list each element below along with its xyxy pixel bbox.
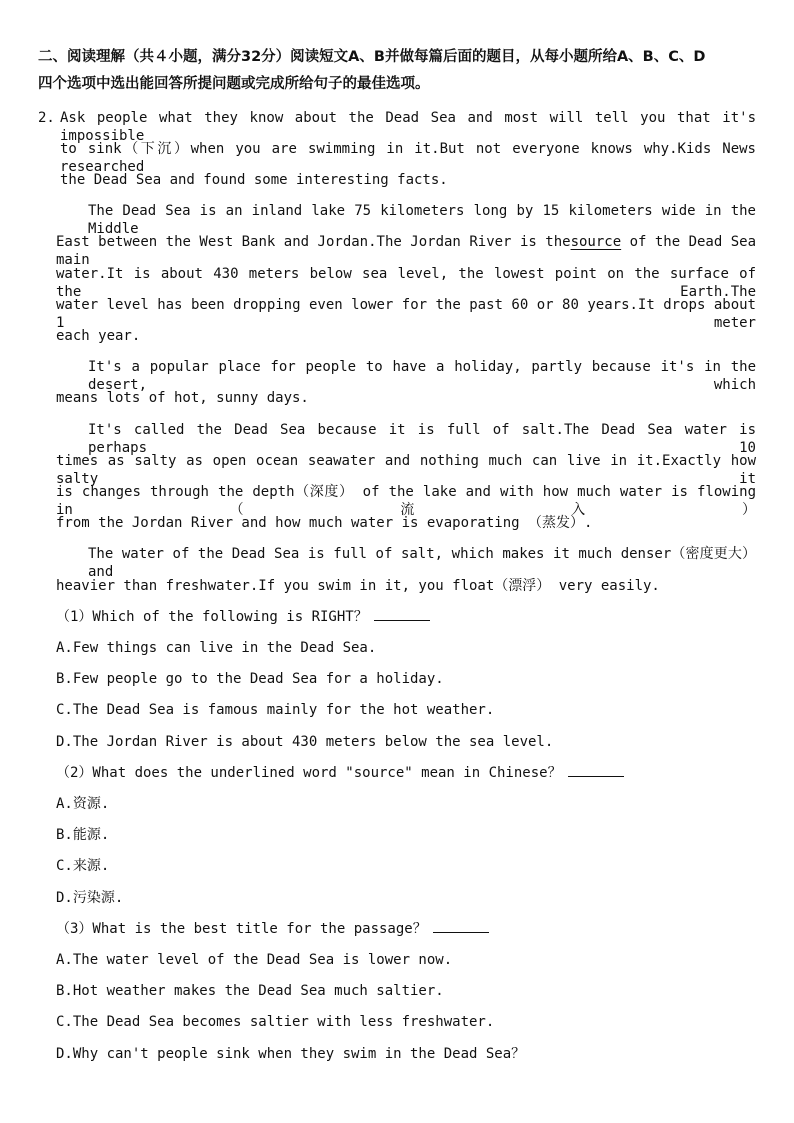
option-d: D.The Jordan River is about 430 meters below the sea level. [56, 734, 554, 750]
passage-line: It's called the Dead Sea because it is full of salt.The Dead Sea water is perhaps 10 [88, 422, 756, 456]
underlined-word-source: source [570, 234, 622, 250]
passage-line: the Dead Sea and found some interesting facts. [60, 172, 448, 188]
passage-line: to sink（下沉）when you are swimming in it.But not everyone knows why.Kids News researched [60, 141, 756, 175]
passage-line: from the Jordan River and how much water is evaporating （蒸发）. [56, 515, 593, 531]
option-a: A.The water level of the Dead Sea is lower now. [56, 952, 453, 968]
section-header-line-2: 四个选项中选出能回答所提问题或完成所给句子的最佳选项。 [38, 76, 430, 92]
passage-line: heavier than freshwater.If you swim in it, you float（漂浮） very easily. [56, 578, 660, 594]
passage-line: Ask people what they know about the Dead Sea and most will tell you that it's impossible [60, 110, 756, 144]
answer-blank[interactable] [568, 764, 624, 777]
option-b: B.Hot weather makes the Dead Sea much saltier. [56, 983, 444, 999]
section-header [38, 44, 768, 98]
passage-text: East between the West Bank and Jordan.The Jordan River is the main [56, 234, 571, 268]
question-number: 2. [38, 110, 55, 126]
question-stem [56, 764, 624, 782]
answer-blank[interactable] [433, 920, 489, 933]
question-stem-text: （2）What does the underlined word "source" mean in Chinese？ [56, 765, 562, 781]
question-stem-text: （1）Which of the following is RIGHT？ [56, 609, 368, 625]
passage-line: each year. [56, 328, 141, 344]
option-c: C.来源. [56, 858, 110, 874]
passage-line: It's a popular place for people to have a holiday, partly because it's in the desert, which [88, 359, 756, 393]
option-b: B.Few people go to the Dead Sea for a holiday. [56, 671, 444, 687]
passage-line: is changes through the depth（深度） of the lake and with how much water is flowing in（流入） [56, 484, 756, 518]
option-c: C.The Dead Sea becomes saltier with less freshwater. [56, 1014, 495, 1030]
option-a: A.Few things can live in the Dead Sea. [56, 640, 377, 656]
passage-line: means lots of hot, sunny days. [56, 390, 309, 406]
passage-line: The Dead Sea is an inland lake 75 kilometers long by 15 kilometers wide in the Middle [88, 203, 756, 237]
question-stem [56, 920, 489, 938]
option-d: D.Why can't people sink when they swim in the Dead Sea？ [56, 1046, 526, 1062]
passage-line: water level has been dropping even lower for the past 60 or 80 years.It drops about 1 meter [56, 297, 756, 331]
passage-line [56, 233, 756, 269]
question-stem [56, 608, 430, 626]
option-b: B.能源. [56, 827, 110, 843]
question-stem-text: （3）What is the best title for the passage？ [56, 921, 427, 937]
option-d: D.污染源. [56, 890, 124, 906]
passage-text: of the Dead Sea [621, 234, 756, 250]
passage-line: times as salty as open ocean seawater and nothing much can live in it.Exactly how salty it [56, 453, 756, 487]
passage-line: water.It is about 430 meters below sea level, the lowest point on the surface of the Earth.The [56, 266, 756, 300]
answer-blank[interactable] [374, 608, 430, 621]
option-a: A.资源. [56, 796, 110, 812]
section-header-line-1: 二、阅读理解（共４小题，满分32分）阅读短文A、B并做每篇后面的题目，从每小题所给A、B、C、D [38, 49, 706, 65]
option-c: C.The Dead Sea is famous mainly for the hot weather. [56, 702, 495, 718]
passage-line: The water of the Dead Sea is full of salt, which makes it much denser（密度更大） and [88, 546, 756, 580]
